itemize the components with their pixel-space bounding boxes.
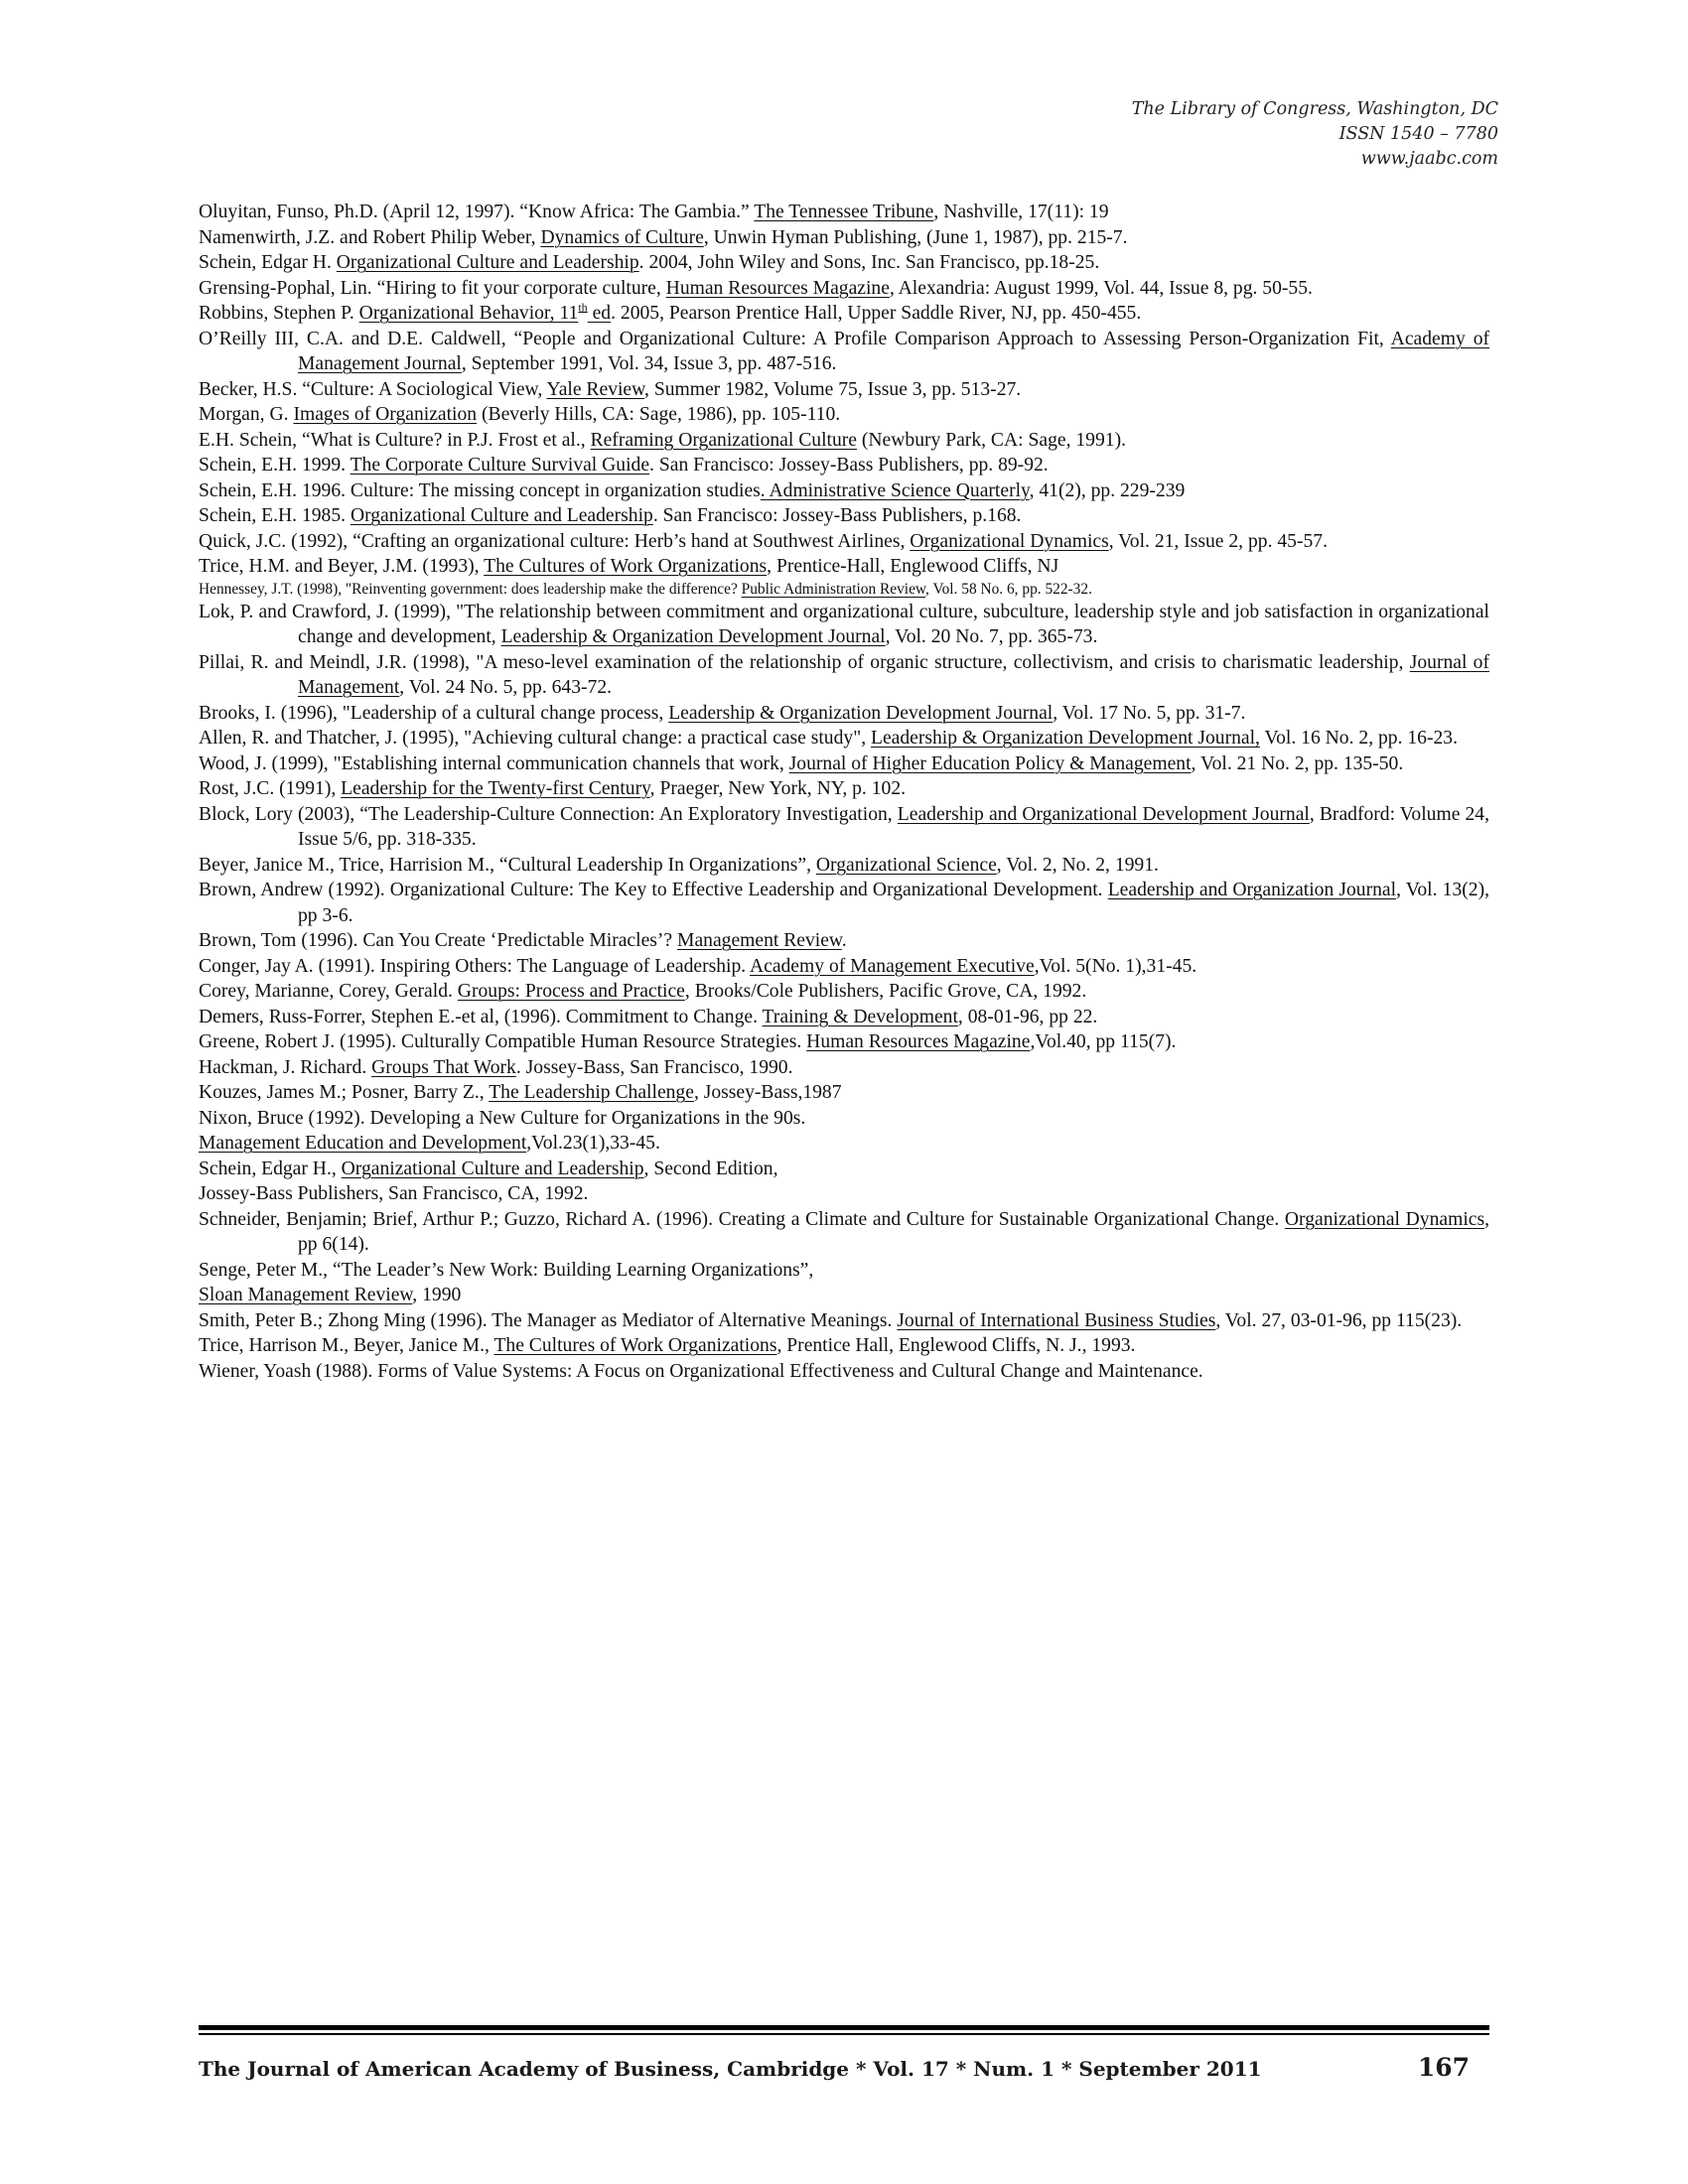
- reference-source-title: Organizational Culture and Leadership: [350, 505, 653, 526]
- page-header: [1132, 97, 1498, 172]
- reference-list: [199, 200, 1489, 1384]
- reference-text: Becker, H.S. “Culture: A Sociological View,: [199, 378, 547, 400]
- reference-entry: [199, 751, 1489, 777]
- reference-superscript: th: [578, 300, 588, 315]
- reference-details: . 2005, Pearson Prentice Hall, Upper Saddle River, NJ, pp. 450-455.: [611, 303, 1142, 324]
- reference-details: ,Vol.40, pp 115(7).: [1030, 1031, 1177, 1052]
- reference-entry: [199, 954, 1489, 980]
- header-website: www.jaabc.com: [1360, 149, 1498, 169]
- reference-details: , Vol. 17 No. 5, pp. 31-7.: [1053, 702, 1246, 724]
- reference-source-title: Sloan Management Review: [199, 1285, 413, 1305]
- reference-source-title: Leadership & Organization Development Journal: [500, 626, 886, 647]
- reference-entry: [199, 1333, 1489, 1359]
- reference-details: , Summer 1982, Volume 75, Issue 3, pp. 513-27.: [644, 378, 1022, 400]
- reference-text: Demers, Russ-Forrer, Stephen E.-et al, (1996). Commitment to Change.: [199, 1006, 763, 1027]
- reference-details: . Jossey-Bass, San Francisco, 1990.: [515, 1056, 793, 1078]
- reference-source-title: Journal of Management: [298, 651, 1490, 698]
- reference-source-title: The Cultures of Work Organizations: [484, 556, 768, 577]
- reference-details: , Vol. 20 No. 7, pp. 365-73.: [885, 626, 1098, 647]
- reference-entry: [199, 1131, 1489, 1157]
- reference-entry: [199, 600, 1489, 650]
- reference-text: Brooks, I. (1996), "Leadership of a cultural change process,: [199, 702, 669, 724]
- reference-text: Allen, R. and Thatcher, J. (1995), "Achieving cultural change: a practical case study",: [199, 728, 871, 749]
- reference-text: Trice, Harrison M., Beyer, Janice M.,: [199, 1335, 494, 1356]
- reference-text: Oluyitan, Funso, Ph.D. (April 12, 1997). “Know Africa: The Gambia.”: [199, 202, 755, 222]
- reference-entry: [199, 1055, 1489, 1081]
- reference-details: , pp 6(14).: [298, 1208, 1489, 1255]
- reference-source-title: Leadership and Organization Journal: [1107, 880, 1397, 900]
- reference-text: Schein, E.H. 1996. Culture: The missing concept in organization studies: [199, 479, 761, 501]
- reference-entry: [199, 1181, 1489, 1207]
- reference-text: Namenwirth, J.Z. and Robert Philip Weber,: [199, 226, 541, 248]
- reference-details: (Newbury Park, CA: Sage, 1991).: [856, 429, 1126, 451]
- reference-source-title: Leadership & Organization Development Journal,: [871, 728, 1260, 749]
- reference-details: , Nashville, 17(11): 19: [933, 202, 1109, 222]
- reference-text: Quick, J.C. (1992), “Crafting an organizational culture: Herb’s hand at Southwest Airlines,: [199, 530, 911, 552]
- reference-text: Kouzes, James M.; Posner, Barry Z.,: [199, 1082, 490, 1103]
- reference-text: O’Reilly III, C.A. and D.E. Caldwell, “People and Organizational Culture: A Profile Comparison Approach to Assessing Person-Organization Fit,: [199, 328, 1391, 349]
- reference-source-title: Training & Development: [762, 1006, 958, 1027]
- reference-details: , Prentice-Hall, Englewood Cliffs, NJ: [767, 556, 1059, 577]
- reference-details: ,Vol. 5(No. 1),31-45.: [1034, 955, 1197, 977]
- header-issn: ISSN 1540 – 7780: [1338, 124, 1498, 144]
- reference-entry: [199, 580, 1489, 600]
- reference-entry: [199, 453, 1489, 478]
- reference-text: Greene, Robert J. (1995). Culturally Compatible Human Resource Strategies.: [199, 1031, 807, 1052]
- reference-entry: [199, 529, 1489, 555]
- reference-details: , Vol. 27, 03-01-96, pp 115(23).: [1215, 1309, 1463, 1331]
- reference-entry: [199, 250, 1489, 276]
- reference-entry: [199, 478, 1489, 504]
- reference-source-title: Dynamics of Culture: [540, 226, 704, 248]
- reference-source-title: ed: [587, 303, 612, 324]
- reference-details: , September 1991, Vol. 34, Issue 3, pp. 487-516.: [461, 353, 837, 374]
- reference-text: Hennessey, J.T. (1998), "Reinventing government: does leadership make the difference?: [199, 580, 742, 598]
- reference-details: . San Francisco: Jossey-Bass Publishers, pp. 89-92.: [649, 455, 1049, 476]
- reference-source-title: Academy of Management Executive: [749, 955, 1035, 977]
- reference-details: , Vol. 58 No. 6, pp. 522-32.: [925, 580, 1092, 598]
- reference-source-title: Yale Review: [546, 378, 645, 400]
- reference-entry: [199, 503, 1489, 529]
- reference-details: , Praeger, New York, NY, p. 102.: [649, 778, 907, 799]
- reference-source-title: Public Administration Review: [741, 580, 926, 598]
- reference-text: Grensing-Pophal, Lin. “Hiring to fit your corporate culture,: [199, 277, 666, 299]
- reference-entry: [199, 1359, 1489, 1385]
- reference-source-title: Organizational Dynamics: [910, 530, 1109, 552]
- reference-entry: [199, 928, 1489, 954]
- reference-text: Brown, Tom (1996). Can You Create ‘Predictable Miracles’?: [199, 930, 678, 951]
- reference-text: Hackman, J. Richard.: [199, 1056, 372, 1078]
- reference-source-title: Organizational Culture and Leadership: [336, 252, 639, 273]
- reference-entry: [199, 554, 1489, 580]
- reference-source-title: The Tennessee Tribune: [754, 202, 934, 222]
- reference-source-title: Human Resources Magazine: [806, 1031, 1031, 1052]
- reference-text: E.H. Schein, “What is Culture? in P.J. Frost et al.,: [199, 429, 591, 451]
- reference-source-title: Groups That Work: [371, 1056, 516, 1078]
- reference-entry: [199, 1106, 1489, 1132]
- reference-entry: [199, 878, 1489, 928]
- reference-entry: [199, 428, 1489, 454]
- reference-details: , Bradford: Volume 24, Issue 5/6, pp. 318-335.: [298, 803, 1489, 850]
- header-library: The Library of Congress, Washington, DC: [1131, 99, 1498, 119]
- reference-details: Vol. 16 No. 2, pp. 16-23.: [1259, 728, 1458, 749]
- reference-entry: [199, 301, 1489, 327]
- reference-source-title: Organizational Behavior, 11: [358, 303, 579, 324]
- reference-details: , Vol. 21 No. 2, pp. 135-50.: [1191, 752, 1404, 774]
- reference-details: , Vol. 13(2), pp 3-6.: [298, 880, 1489, 926]
- reference-details: , 41(2), pp. 229-239: [1029, 479, 1186, 501]
- reference-text: Block, Lory (2003), “The Leadership-Culture Connection: An Exploratory Investigation,: [199, 803, 898, 825]
- reference-source-title: The Corporate Culture Survival Guide: [350, 455, 650, 476]
- reference-entry: [199, 853, 1489, 879]
- reference-entry: [199, 276, 1489, 302]
- reference-text: Corey, Marianne, Corey, Gerald.: [199, 981, 458, 1002]
- reference-text: Beyer, Janice M., Trice, Harrision M., “Cultural Leadership In Organizations”,: [199, 854, 816, 876]
- reference-source-title: The Leadership Challenge: [489, 1082, 694, 1103]
- reference-details: . San Francisco: Jossey-Bass Publishers, p.168.: [652, 505, 1022, 526]
- reference-source-title: Academy of Management Journal: [298, 328, 1490, 374]
- reference-details: , Vol. 2, No. 2, 1991.: [996, 854, 1159, 876]
- reference-text: Schein, E.H. 1985.: [199, 505, 351, 526]
- page-number: 167: [1417, 2053, 1470, 2082]
- reference-text: Brown, Andrew (1992). Organizational Culture: The Key to Effective Leadership and Organizational Development.: [199, 880, 1108, 900]
- reference-entry: [199, 1207, 1489, 1258]
- reference-source-title: . Administrative Science Quarterly: [760, 479, 1030, 501]
- reference-details: .: [841, 930, 847, 951]
- reference-details: (Beverly Hills, CA: Sage, 1986), pp. 105-110.: [477, 404, 841, 425]
- reference-entry: [199, 200, 1489, 225]
- reference-source-title: Management Education and Development: [199, 1133, 527, 1154]
- reference-entry: [199, 1157, 1489, 1182]
- footer-rule-thick: [199, 2025, 1489, 2030]
- reference-entry: [199, 225, 1489, 251]
- reference-text: Morgan, G.: [199, 404, 294, 425]
- reference-details: , Unwin Hyman Publishing, (June 1, 1987), pp. 215-7.: [703, 226, 1128, 248]
- reference-entry: [199, 402, 1489, 428]
- reference-text: Senge, Peter M., “The Leader’s New Work: Building Learning Organizations”,: [199, 1259, 814, 1281]
- reference-entry: [199, 1005, 1489, 1030]
- reference-text: Pillai, R. and Meindl, J.R. (1998), "A meso-level examination of the relationship of organic structure, collectivism, and crisis to charismatic leadership,: [199, 651, 1410, 673]
- reference-details: ,Vol.23(1),33-45.: [526, 1133, 660, 1154]
- reference-text: Lok, P. and Crawford, J. (1999), "The relationship between commitment and organizational culture, subculture, leadership style and job satisfaction in organizational change and development,: [199, 601, 1489, 647]
- reference-text: Conger, Jay A. (1991). Inspiring Others: The Language of Leadership.: [199, 955, 750, 977]
- reference-entry: [199, 1029, 1489, 1055]
- reference-text: Schein, Edgar H.,: [199, 1158, 342, 1179]
- reference-details: , Vol. 21, Issue 2, pp. 45-57.: [1108, 530, 1328, 552]
- reference-text: Schein, E.H. 1999.: [199, 455, 351, 476]
- reference-source-title: Journal of International Business Studies: [897, 1309, 1216, 1331]
- reference-details: , Vol. 24 No. 5, pp. 643-72.: [399, 677, 613, 698]
- reference-text: Rost, J.C. (1991),: [199, 778, 342, 799]
- reference-source-title: Leadership & Organization Development Journal: [668, 702, 1054, 724]
- reference-source-title: Organizational Science: [815, 854, 997, 876]
- reference-details: , Brooks/Cole Publishers, Pacific Grove, CA, 1992.: [684, 981, 1087, 1002]
- reference-source-title: Journal of Higher Education Policy & Management: [788, 752, 1192, 774]
- reference-entry: [199, 1308, 1489, 1334]
- reference-entry: [199, 701, 1489, 727]
- reference-details: . 2004, John Wiley and Sons, Inc. San Francisco, pp.18-25.: [638, 252, 1100, 273]
- footer-journal-citation: The Journal of American Academy of Business, Cambridge * Vol. 17 * Num. 1 * September 2011: [199, 2057, 1262, 2081]
- reference-entry: [199, 1283, 1489, 1308]
- reference-source-title: Human Resources Magazine: [665, 277, 890, 299]
- reference-source-title: Organizational Culture and Leadership: [341, 1158, 644, 1179]
- reference-source-title: Reframing Organizational Culture: [590, 429, 857, 451]
- reference-details: , Prentice Hall, Englewood Cliffs, N. J., 1993.: [776, 1335, 1136, 1356]
- reference-text: Nixon, Bruce (1992). Developing a New Culture for Organizations in the 90s.: [199, 1107, 806, 1129]
- reference-text: Schneider, Benjamin; Brief, Arthur P.; Guzzo, Richard A. (1996). Creating a Climate and Culture for Sustainable Organizational Change.: [199, 1208, 1285, 1230]
- reference-source-title: Images of Organization: [293, 404, 478, 425]
- reference-entry: [199, 1258, 1489, 1284]
- reference-source-title: The Cultures of Work Organizations: [493, 1335, 777, 1356]
- reference-source-title: Leadership and Organizational Development Journal: [897, 803, 1310, 825]
- reference-entry: [199, 802, 1489, 853]
- reference-source-title: Groups: Process and Practice: [457, 981, 685, 1002]
- reference-entry: [199, 776, 1489, 802]
- reference-text: Wiener, Yoash (1988). Forms of Value Systems: A Focus on Organizational Effectiveness and Cultural Change and Maintenance.: [199, 1360, 1203, 1382]
- reference-source-title: Leadership for the Twenty-first Century: [341, 778, 650, 799]
- reference-details: , 1990: [412, 1285, 462, 1305]
- reference-text: Trice, H.M. and Beyer, J.M. (1993),: [199, 556, 485, 577]
- reference-source-title: Management Review: [677, 930, 842, 951]
- reference-entry: [199, 726, 1489, 751]
- reference-source-title: Organizational Dynamics: [1284, 1208, 1485, 1230]
- reference-text: Schein, Edgar H.: [199, 252, 337, 273]
- reference-text: Wood, J. (1999), "Establishing internal communication channels that work,: [199, 752, 789, 774]
- reference-text: Robbins, Stephen P.: [199, 303, 359, 324]
- reference-entry: [199, 327, 1489, 377]
- reference-details: , Second Edition,: [643, 1158, 778, 1179]
- reference-details: , 08-01-96, pp 22.: [957, 1006, 1098, 1027]
- reference-entry: [199, 1080, 1489, 1106]
- reference-entry: [199, 377, 1489, 403]
- reference-details: , Jossey-Bass,1987: [693, 1082, 842, 1103]
- reference-text: Smith, Peter B.; Zhong Ming (1996). The Manager as Mediator of Alternative Meanings.: [199, 1309, 898, 1331]
- reference-entry: [199, 650, 1489, 701]
- reference-entry: [199, 979, 1489, 1005]
- reference-text: Jossey-Bass Publishers, San Francisco, CA, 1992.: [199, 1183, 589, 1204]
- footer-rule-thin: [199, 2033, 1489, 2035]
- reference-details: , Alexandria: August 1999, Vol. 44, Issue 8, pg. 50-55.: [889, 277, 1313, 299]
